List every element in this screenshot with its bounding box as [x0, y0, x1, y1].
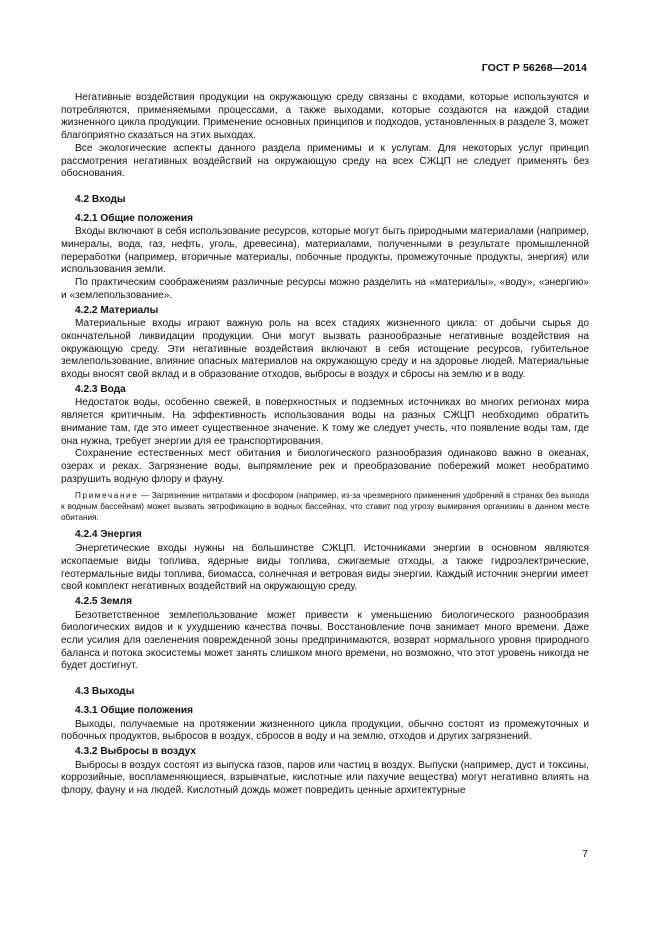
section-4-2-5-heading: 4.2.5 Земля [75, 595, 133, 607]
section-4-3-1-heading: 4.3.1 Общие положения [75, 704, 193, 716]
section-4-2-1-heading: 4.2.1 Общие положения [75, 212, 193, 224]
section-4-3-2-heading: 4.3.2 Выбросы в воздух [75, 745, 197, 757]
intro-paragraph-2: Все экологические аспекты данного раздела применимы и к услугам. Для некоторых услуг принцип рассмотрения негативных воздействий на окружающую среду на всех СЖЦП не следует применять без обоснования. [61, 142, 589, 180]
section-4-2-2-heading: 4.2.2 Материалы [75, 304, 159, 316]
section-4-2-4-heading: 4.2.4 Энергия [75, 529, 142, 541]
section-4-2-4-paragraph-1: Энергетические входы нужны на большинстве СЖЦП. Источниками энергии в основном являются ископаемые виды топлива, ядерные виды топлива, сжигаемые отходы, а также гидроэлектрические, геотермальные виды топлива, биомасса, солнечная и ветровая виды энергии. Каждый источник энергии имеет свой комплект негативных воздействий на окружающую среду. [61, 543, 589, 593]
intro-paragraph-1: Негативные воздействия продукции на окружающую среду связаны с входами, которые используются и потребляются, применяемыми процессами, а также выходами, которые создаются на каждой стадии жизненного цикла продукции. Применение основных принципов и подходов, установленных в разделе 3, может благоприятно сказаться на этих выходах. [61, 92, 589, 142]
note-label: Примечание [75, 491, 139, 501]
note [61, 490, 589, 523]
section-4-3-2-paragraph-1: Выбросы в воздух состоят из выпуска газов, паров или частиц в воздух. Выпуски (например, дуст и токсины, коррозийные, воспламеняющиеся, взрывчатые, кислотные или пахучие вещества) могут негативно влиять на флору, фауну и на людей. Кислотный дождь может повредить ценные архитектурные [61, 759, 589, 797]
document-code: ГОСТ Р 56268—2014 [481, 62, 587, 74]
section-4-2-1-paragraph-1: Входы включают в себя использование ресурсов, которые могут быть природными материалами (например, минералы, вода, газ, нефть, уголь, древесина), материалами, полученными в результате промышленной переработки (например, вторичные материалы, побочные продукты, промежуточные продукты, энергия) или использования земли. [61, 226, 589, 276]
page-body [61, 92, 589, 798]
section-4-2-3-heading: 4.2.3 Вода [75, 383, 126, 395]
section-4-2-5-paragraph-1: Безответственное землепользование может привести к уменьшению биологического разнообразия биологических видов и к ухудшению качества почвы. Восстановление почв занимает много времени. Даже если усилия для озеленения поврежденной зоны предпринимаются, возврат нормального уровня природного баланса и потока экосистемы может занять слишком много времени, но возможно, что этот уровень никогда не будет достигнут. [61, 609, 589, 672]
section-4-2-3-paragraph-1: Недостаток воды, особенно свежей, в поверхностных и подземных источниках во многих регионах мира является критичным. На эффективность использования воды на разных СЖЦП необходимо обратить внимание там, где это имеет существенное значение. К тому же следует учесть, что появление воды там, где она нужна, требует энергии для ее транспортирования. [61, 397, 589, 447]
section-4-2-3-paragraph-2: Сохранение естественных мест обитания и биологического разнообразия одинаково важно в океанах, озерах и реках. Загрязнение воды, выпрямление рек и преобразование побережий может необратимо разрушить водную флору и фауну. [61, 448, 589, 485]
section-4-3-heading: 4.3 Выходы [75, 686, 135, 698]
section-4-2-heading: 4.2 Входы [75, 193, 126, 205]
section-4-2-2-paragraph-1: Материальные входы играют важную роль на всех стадиях жизненного цикла: от добычи сырья до окончательной ликвидации продукции. Они могут вызвать разнообразные негативные воздействия на окружающую среду. Эти негативные воздействия включают в себя истощение ресурсов, губительное землепользование, влияние опасных материалов на окружающую среду и на здоровье людей. Материальные входы вносят свой вклад и в образование отходов, выбросы в воздух и сбросы на землю и в воду. [61, 318, 589, 381]
page-number: 7 [582, 848, 588, 860]
section-4-3-1-paragraph-1: Выходы, получаемые на протяжении жизненного цикла продукции, обычно состоят из промежуточных и побочных продуктов, выбросов в воздух, сбросов в воду и на землю, отходов и других загрязнений. [61, 718, 589, 743]
note-text: — Загрязнение нитратами и фосфором (например, из-за чрезмерного применения удобрений в странах без выхода к водным бассейнам) может вызвать эвтрофикацию в водных бассейнах, что ставит под угрозу вымирания организмы в данном месте обитания. [61, 491, 589, 523]
section-4-2-1-paragraph-2: По практическим соображениям различные ресурсы можно разделить на «материалы», «воду», «энергию» и «землепользование». [61, 277, 589, 301]
